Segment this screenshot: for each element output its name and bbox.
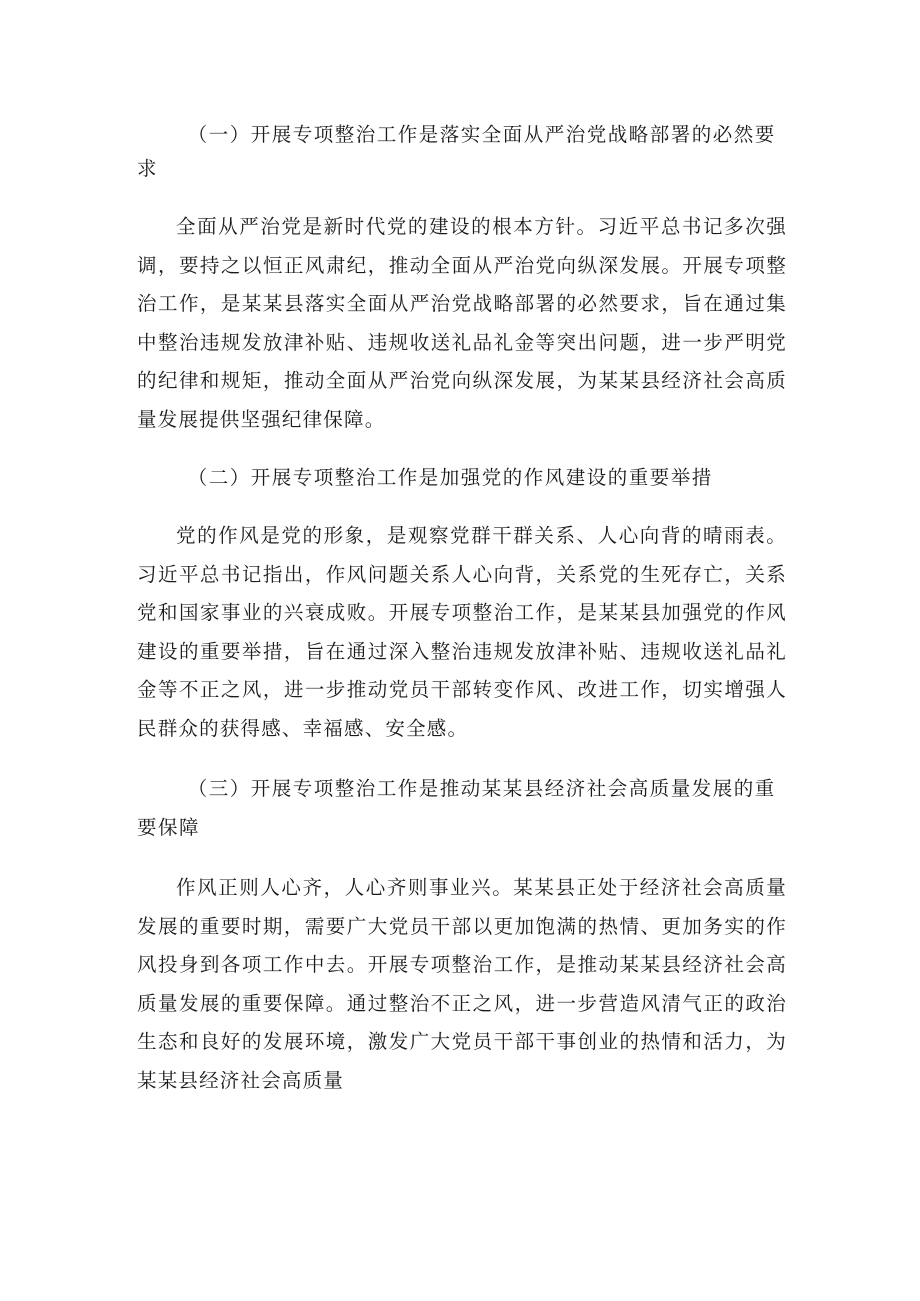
section-heading: （一）开展专项整治工作是落实全面从严治党战略部署的必然要求 [137, 123, 776, 180]
section-3 [137, 770, 787, 1100]
section-heading: （三）开展专项整治工作是推动某某县经济社会高质量发展的重要保障 [137, 777, 776, 839]
section-paragraph: 党的作风是党的形象，是观察党群干群关系、人心向背的晴雨表。习近平总书记指出，作风问题关系人心向背，关系党的生死存亡，关系党和国家事业的兴衰成败。开展专项整治工作，是某某县加强党的作风建设的重要举措，旨在通过深入整治违规发放津补贴、违规收送礼品礼金等不正之风，进一步推动党员干部转变作风、改进工作，切实增强人民群众的获得感、幸福感、安全感。 [137, 524, 787, 740]
section-1 [137, 118, 787, 439]
document-page [137, 118, 787, 1122]
section-heading: （二）开展专项整治工作是加强党的作风建设的重要举措 [187, 466, 713, 489]
section-2 [137, 461, 787, 748]
section-paragraph: 作风正则人心齐，人心齐则事业兴。某某县正处于经济社会高质量发展的重要时期，需要广大党员干部以更加饱满的热情、更加务实的作风投身到各项工作中去。开展专项整治工作，是推动某某县经济社会高质量发展的重要保障。通过整治不正之风，进一步营造风清气正的政治生态和良好的发展环境，激发广大党员干部干事创业的热情和活力，为某某县经济社会高质量 [137, 876, 787, 1092]
section-paragraph: 全面从严治党是新时代党的建设的根本方针。习近平总书记多次强调，要持之以恒正风肃纪，推动全面从严治党向纵深发展。开展专项整治工作，是某某县落实全面从严治党战略部署的必然要求，旨在通过集中整治违规发放津补贴、违规收送礼品礼金等突出问题，进一步严明党的纪律和规矩，推动全面从严治党向纵深发展，为某某县经济社会高质量发展提供坚强纪律保障。 [137, 215, 787, 431]
